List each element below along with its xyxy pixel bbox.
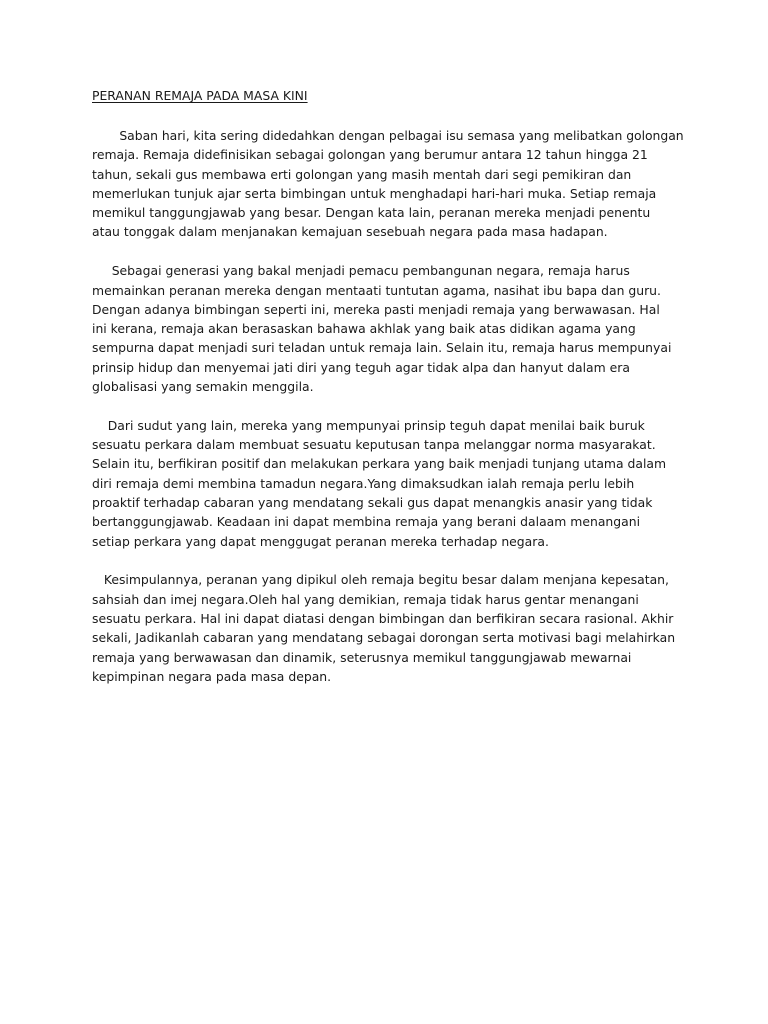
paragraph-container	[92, 126, 684, 686]
paragraph-1	[92, 126, 684, 242]
paragraph-2	[92, 261, 684, 396]
text-line: memerlukan tunjuk ajar serta bimbingan untuk menghadapi hari-hari muka. Setiap remaja	[92, 185, 657, 201]
text-line: diri remaja demi membina tamadun negara.Yang dimaksudkan ialah remaja perlu lebih	[92, 475, 635, 491]
text-line: remaja. Remaja didefinisikan sebagai golongan yang berumur antara 12 tahun hingga 21	[92, 147, 648, 163]
text-line: memikul tanggungjawab yang besar. Dengan kata lain, peranan mereka menjadi penentu	[92, 205, 651, 221]
text-line: bertanggungjawab. Keadaan ini dapat membina remaja yang berani dalaam menangani	[92, 514, 641, 530]
text-line: globalisasi yang semakin menggila.	[92, 379, 314, 395]
text-line: prinsip hidup dan menyemai jati diri yang teguh agar tidak alpa dan hanyut dalam era	[92, 359, 630, 375]
text-line: tahun, sekali gus membawa erti golongan yang masih mentah dari segi pemikiran dan	[92, 166, 632, 182]
document-title: PERANAN REMAJA PADA MASA KINI	[92, 88, 308, 103]
text-line: Dari sudut yang lain, mereka yang mempunyai prinsip teguh dapat menilai baik buruk	[92, 417, 645, 433]
paragraph-3	[92, 416, 684, 551]
text-line: Dengan adanya bimbingan seperti ini, mereka pasti menjadi remaja yang berwawasan. Hal	[92, 301, 660, 317]
text-line: Sebagai generasi yang bakal menjadi pemacu pembangunan negara, remaja harus	[92, 263, 630, 279]
text-line: proaktif terhadap cabaran yang mendatang sekali gus dapat menangkis anasir yang tidak	[92, 495, 653, 511]
paragraph-4	[92, 570, 684, 686]
document-body	[92, 86, 684, 706]
text-line: remaja yang berwawasan dan dinamik, seterusnya memikul tanggungjawab mewarnai	[92, 649, 632, 665]
text-line: setiap perkara yang dapat menggugat peranan mereka terhadap negara.	[92, 533, 549, 549]
text-line: sesuatu perkara. Hal ini dapat diatasi dengan bimbingan dan berfikiran secara rasional. Akhir	[92, 611, 674, 627]
text-line: Kesimpulannya, peranan yang dipikul oleh remaja begitu besar dalam menjana kepesatan,	[92, 572, 669, 588]
text-line: sahsiah dan imej negara.Oleh hal yang demikian, remaja tidak harus gentar menangani	[92, 591, 639, 607]
text-line: sekali, Jadikanlah cabaran yang mendatang sebagai dorongan serta motivasi bagi melahirkan	[92, 630, 676, 646]
text-line: ini kerana, remaja akan berasaskan bahawa akhlak yang baik atas didikan agama yang	[92, 321, 636, 337]
text-line: Selain itu, berfikiran positif dan melakukan perkara yang baik menjadi tunjang utama dalam	[92, 456, 667, 472]
text-line: sesuatu perkara dalam membuat sesuatu keputusan tanpa melanggar norma masyarakat.	[92, 437, 656, 453]
text-line: kepimpinan negara pada masa depan.	[92, 668, 332, 684]
text-line: sempurna dapat menjadi suri teladan untuk remaja lain. Selain itu, remaja harus mempunyai	[92, 340, 672, 356]
text-line: Saban hari, kita sering didedahkan dengan pelbagai isu semasa yang melibatkan golongan	[92, 128, 684, 143]
text-line: atau tonggak dalam menjanakan kemajuan sesebuah negara pada masa hadapan.	[92, 224, 608, 240]
text-line: memainkan peranan mereka dengan mentaati tuntutan agama, nasihat ibu bapa dan guru.	[92, 282, 661, 298]
